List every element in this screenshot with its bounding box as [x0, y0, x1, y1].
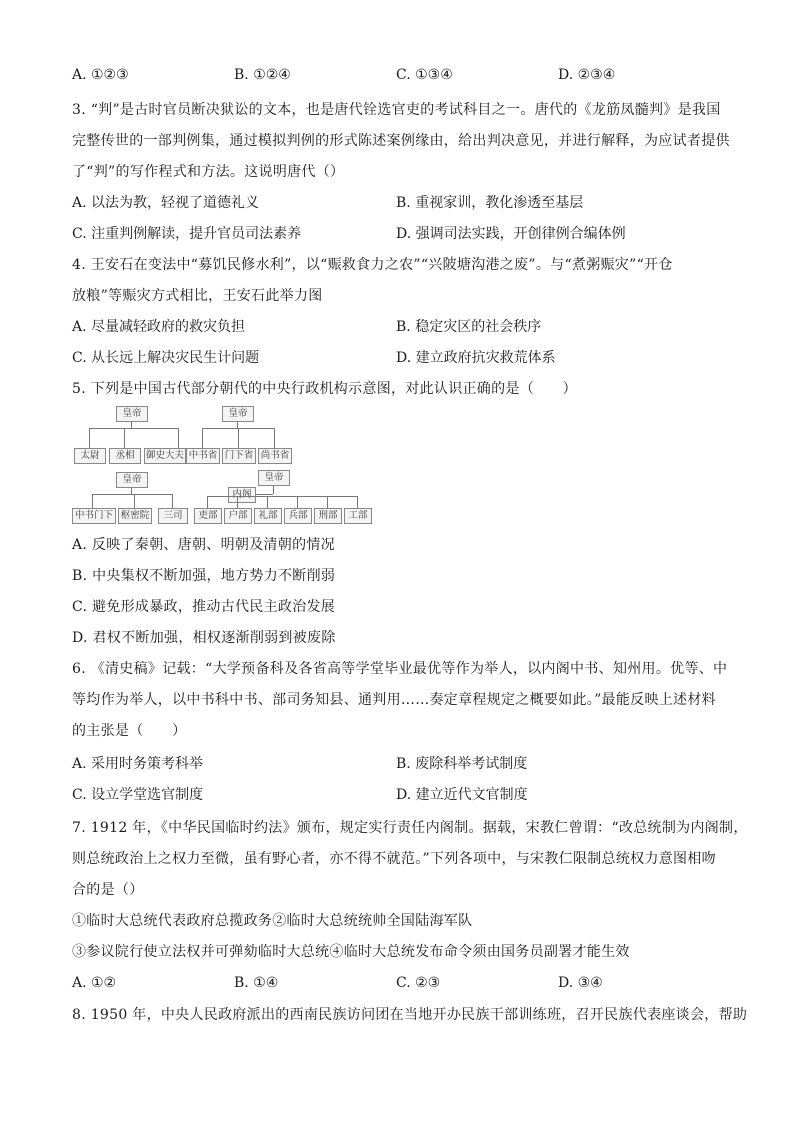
option-text: C. 从长远上解决灾民生计问题	[72, 350, 260, 366]
question-4-stem: 放粮”等赈灾方式相比，王安石此举力图	[72, 288, 323, 304]
option-text: B. 重视家训，教化渗透至基层	[396, 195, 584, 211]
question-4-stem: 4. 王安石在变法中“募饥民修水利”，以“赈救食力之农”“兴陂塘沟港之废”。与“煮粥赈灾”“开仓	[72, 257, 673, 273]
department-box: 枢密院	[118, 508, 152, 524]
option-text: B. ①④	[234, 975, 279, 991]
official-box: 太尉	[74, 448, 106, 464]
option-text: C. 避免形成暴政，推动古代民主政治发展	[72, 599, 336, 615]
department-box: 尚书省	[258, 448, 292, 464]
option-text: C. ②③	[396, 975, 441, 991]
question-7-statements: ①临时大总统代表政府总揽政务②临时大总统统帅全国陆海军队	[72, 913, 473, 929]
emperor-box: 皇帝	[258, 470, 290, 486]
option-text: D. 强调司法实践，开创律例合编体例	[396, 226, 626, 242]
option-text: A. ①②	[72, 975, 117, 991]
question-3-stem: 3. “判”是古时官员断决狱讼的文本，也是唐代铨选官吏的考试科目之一。唐代的《龙筋凤髓判》是我国	[72, 102, 721, 118]
option-text: A. 尽量减轻政府的救灾负担	[72, 319, 246, 335]
question-6-stem: 等均作为举人，以中书科中书、部司务知县、通判用……奏定章程规定之概要如此。”最能反映上述材料	[72, 692, 716, 708]
question-5-stem: 5. 下列是中国古代部分朝代的中央行政机构示意图，对此认识正确的是（ ）	[72, 381, 577, 397]
option-text: C. ①③④	[396, 67, 453, 83]
option-text: B. 废除科举考试制度	[396, 756, 528, 772]
official-box: 御史大夫	[144, 448, 186, 464]
option-text: B. 中央集权不断加强，地方势力不断削弱	[72, 568, 336, 584]
emperor-box: 皇帝	[116, 472, 148, 488]
option-text: B. 稳定灾区的社会秩序	[396, 319, 542, 335]
ministry-box: 刑部	[314, 508, 342, 524]
question-3-stem: 了“判”的写作程式和方法。这说明唐代（）	[72, 164, 345, 180]
question-3-stem: 完整传世的一部判例集，通过模拟判例的形式陈述案例缘由，给出判决意见，并进行解释，为应试者提供	[72, 133, 730, 149]
question-8-stem: 8. 1950 年，中央人民政府派出的西南民族访问团在当地开办民族干部训练班，召开民族代表座谈会，帮助	[72, 1007, 748, 1023]
central-administration-diagram	[72, 404, 392, 534]
ministry-box: 工部	[344, 508, 372, 524]
option-text: A. 反映了秦朝、唐朝、明朝及清朝的情况	[72, 537, 336, 553]
question-7-statements: ③参议院行使立法权并可弹劾临时大总统④临时大总统发布命令须由国务员副署才能生效	[72, 944, 630, 960]
cabinet-box: 内阁	[228, 487, 256, 503]
option-text: A. 以法为教，轻视了道德礼义	[72, 195, 260, 211]
question-6-stem: 6. 《清史稿》记载：“大学预备科及各省高等学堂毕业最优等作为举人，以内阁中书、知州用。优等、中	[72, 661, 728, 677]
ministry-box: 户部	[224, 508, 252, 524]
department-box: 中书省	[186, 448, 220, 464]
official-box: 丞相	[109, 448, 141, 464]
department-box: 中书门下	[72, 508, 116, 524]
option-text: D. 建立政府抗灾救荒体系	[396, 350, 556, 366]
option-text: D. 建立近代文官制度	[396, 787, 528, 803]
ministry-box: 吏部	[194, 508, 222, 524]
option-text: D. 君权不断加强，相权逐渐削弱到被废除	[72, 630, 336, 646]
option-text: C. 注重判例解读，提升官员司法素养	[72, 226, 302, 242]
department-box: 门下省	[222, 448, 256, 464]
question-6-stem: 的主张是（ ）	[72, 723, 187, 739]
question-7-stem: 7. 1912 年，《中华民国临时约法》颁布，规定实行责任内阁制。据载，宋教仁曾谓：“改总统制为内阁制，	[72, 820, 748, 836]
emperor-box: 皇帝	[116, 406, 148, 422]
question-7-stem: 则总统政治上之权力至微，虽有野心者，亦不得不就范。”下列各项中，与宋教仁限制总统权力意图相吻	[72, 851, 716, 867]
ministry-box: 礼部	[254, 508, 282, 524]
option-text: A. 采用时务策考科举	[72, 756, 204, 772]
ministry-box: 兵部	[284, 508, 312, 524]
question-7-stem: 合的是（）	[72, 882, 144, 898]
emperor-box: 皇帝	[222, 406, 254, 422]
option-text: A. ①②③	[72, 67, 129, 83]
option-text: B. ①②④	[234, 67, 291, 83]
option-text: D. ③④	[558, 975, 603, 991]
option-text: D. ②③④	[558, 67, 616, 83]
option-text: C. 设立学堂选官制度	[72, 787, 204, 803]
department-box: 三司	[158, 508, 188, 524]
